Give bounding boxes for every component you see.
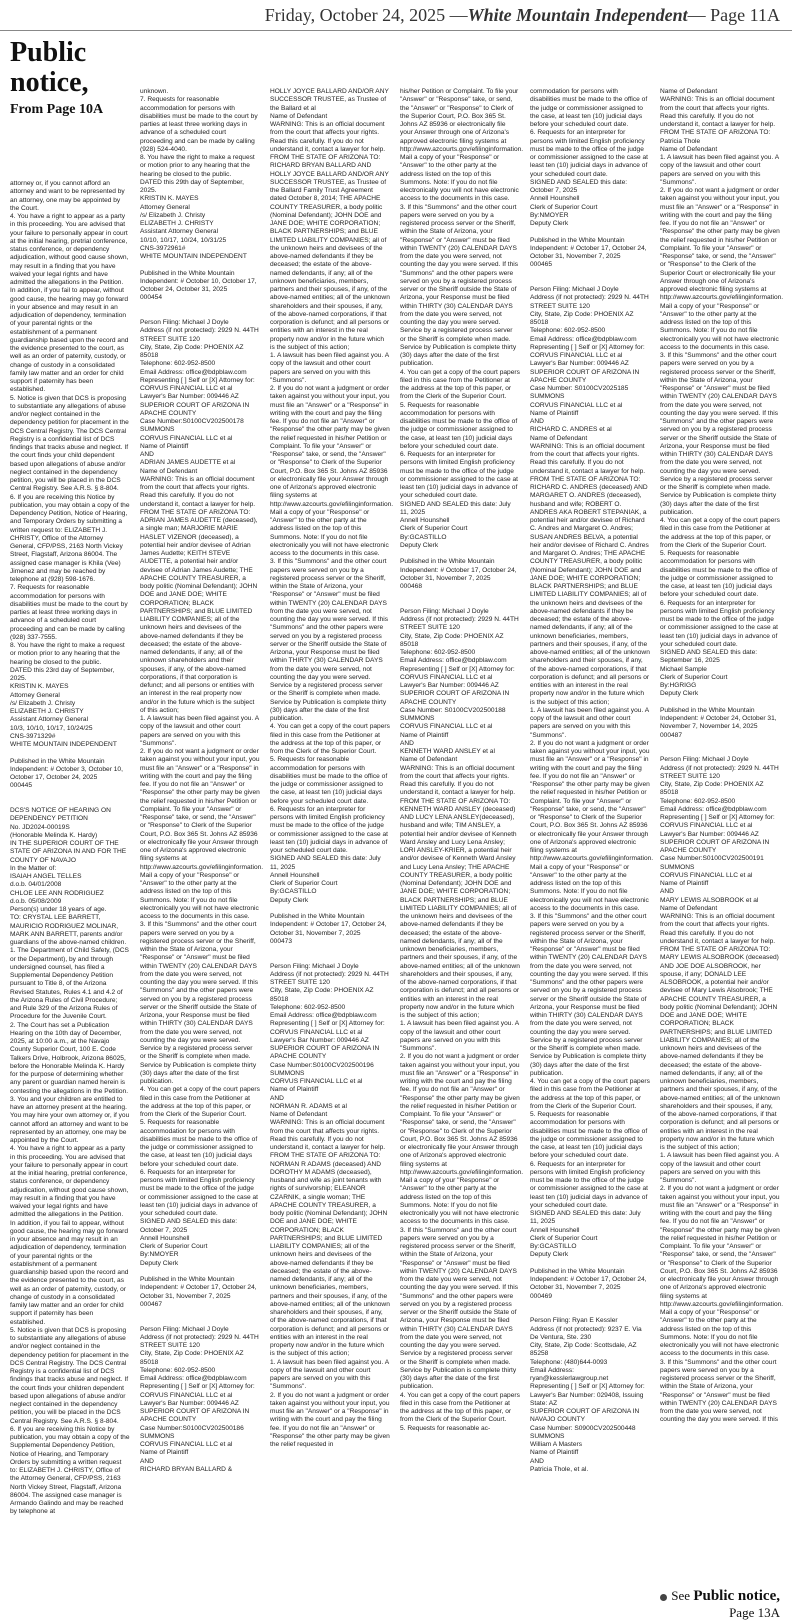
column-5: commodation for persons with disabilities must be made to the office of the judge or commissioner assigned to the case, at least ten (10) judicial days before your scheduled court date. 6. Requests for an interpreter for persons with limited English proficiency must be made to the office of the judge or commissioner assigned to the case at least ten (10) judicial days in advance of your scheduled court date. SIGNED AND SEALED this date: October 7, 2025 Annell Hounshell Clerk of Superior Court By:NMOYER Deputy Clerk Published in the White Mountain Independent: # October 17, October 24, October 31, November 7, 2025 000465 Person Filing: Michael J Doyle Address (if not protected): 2929 N. 44TH STREET SUITE 120 City, State, Zip Code: PHOENIX AZ 85018 Telephone: 602-952-8500 Email Address: office@bdpblaw.com Representing [ ] Self or [X] Attorney for: CORVUS FINANCIAL LLC et al Lawyer's Bar Number: 009446 AZ SUPERIOR COURT OF ARIZONA IN APACHE COUNTY Case Number: S0100CV2025185 SUMMONS CORVUS FINANCIAL LLC et al Name of Plaintiff AND RICHARD C. ANDRES et al Name of Defendant WARNING: This is an official document from the court that affects your rights. Read this carefully. If you do not understand it, contact a lawyer for help. FROM THE STATE OF ARIZONA TO: RICHARD C. ANDRES (deceased) AND MARGARET O. ANDRES (deceased), husband and wife; ROBERT O. ANDRES AKA ROBERT STEPANIAK, a potential heir and/or devisee of Richard C. Andres and Margaret O. Andres; SUSAN ANDRES BELVA, a potential heir and/or devisee of Richard C. Andres and Margaret O. Andres; THE APACHE COUNTY TREASURER, a body politic (Nominal Defendant); JOHN DOE and JANE DOE; WHITE CORPORATION; BLACK PARTNERSHIPS; and BLUE LIMITED LIABILITY COMPANIES; all of the unknown heirs and devisees of the above-named defendants if they be deceased; the estate of the above-named defendants, if any; all of the unknown beneficiaries, members, partners and their spouses, if any, of the above-named entities; all of the unknown shareholders and their spouses, if any, of the above-named corporations, if that corporation is defunct; and all persons or entities with an interest in the real property now and/or in the future which is the subject of this action; 1. A lawsuit has been filed against you. A copy of the lawsuit and other court papers are served on you with this "Summons". 2. If you do not want a judgment or order taken against you without your input, you must file an "Answer" or a "Response" in writing with the court and pay the filing fee. If you do not file an "Answer" or "Response" the other party may be given the relief requested in his/her Petition or Complaint. To file your "Answer" or "Response" take, or send, the "Answer" or "Response" to Clerk of the Superior Court, P.O. Box 365 St. Johns AZ 85936 or electronically file your Answer through one of Arizona's approved electronic filing systems at http://www.azcourts.gov/efilinginformation. Mail a copy of your "Response" or "Answer" to the other party at the address listed on the top of this Summons. Note: If you do not file electronically you will not have electronic access to the documents in this case. 3. If this "Summons" and the other court papers were served on you by a registered process server or the Sheriff, within the State of Arizona, your "Response" or "Answer" must be filed within TWENTY (20) CALENDAR DAYS from the date you were served, not counting the day you were served. If this "Summons" and the other papers were served on you by a registered process server or the Sheriff outside the State of Arizona, your Response must be filed within THIRTY (30) CALENDAR DAYS from the date you were served, not counting the day you were served. Service by a registered process server or the Sheriff is complete when made. Service by Publication is complete thirty (30) days after the date of the first publication. 4. You can get a copy of the court papers filed in this case from the Petitioner at the address at the top of this paper, or from the Clerk of the Superior Court. 5. Requests for reasonable accommodation for persons with disabilities must be made to the office of the judge or commissioner assigned to the case, at least ten (10) judicial days before your scheduled court date. 6. Requests for an interpreter for persons with limited English proficiency must be made to the office of the judge or commissioner assigned to the case at least ten (10) judicial days in advance of your scheduled court date. SIGNED AND SEALED this date: July 11, 2025 Annell Hounshell Clerk of Superior Court By:GCASTILLO Deputy Clerk Published in the White Mountain Independent: # October 17, October 24, October 31, November 7, 2025 000469 Person Filing: Ryan E Kessler Address (if not protected): 9237 E. Via De Ventura, Ste. 230 City, State, Zip Code: Scottsdale, AZ 85258 Telephone: (480)644-0093 Email Address: ryan@kesslerlawgroup.net Representing [ ] Self or [X] Attorney for: Lawyer's Bar Number: 029408, Issuing State: AZ SUPERIOR COURT OF ARIZONA IN NAVAJO COUNTY Case Number: S0900CV202500448 SUMMONS William A Masters Name of Plaintiff AND Patricia Thole, et al. <box>530 88 654 1473</box>
page-header <box>0 0 792 31</box>
continued-from: From Page 10A <box>10 102 104 117</box>
header-paper-name: White Mountain Independent <box>467 5 688 25</box>
continued-page: Page 13A <box>729 1605 780 1620</box>
header-page: — Page 11A <box>687 5 780 25</box>
column-6: Name of Defendant WARNING: This is an official document from the court that affects your rights. Read this carefully. If you do not understand it, contact a lawyer for help. FROM THE STATE OF ARIZONA TO: Patricia Thole Name of Defendant 1. A lawsuit has been filed against you. A copy of the lawsuit and other court papers are served on you with this "Summons". 2. If you do not want a judgment or order taken against you without your input, you must file an "Answer" or a "Response" in writing with the court and pay the filing fee. If you do not file an "Answer" or "Response" the other party may be given the relief requested in his/her Petition or Complaint. To file your "Answer" or "Response" take, or send, the "Answer" or "Response" to the Clerk of the Superior Court or electronically file your Answer through one of Arizona's approved electronic filing systems at http://www.azcourts.gov/efilinginformation. Mail a copy of your "Response" or "Answer" to the other party at the address listed on the top of this Summons. Note: If you do not file electronically you will not have electronic access to the documents in this case. 3. If this "Summons" and the other court papers were served on you by a registered process server or the Sheriff, within the State of Arizona, your "Response" or "Answer" must be filed within TWENTY (20) CALENDAR DAYS from the date you were served, not counting the day you were served. If this "Summons" and the other papers were served on you by a registered process server or the Sheriff outside the State of Arizona, your Response must be filed within THIRTY (30) CALENDAR DAYS from the date you were served, not counting the day you were served. Service by a registered process server or the Sheriff is complete when made. Service by Publication is complete thirty (30) days after the date of the first publication. 4. You can get a copy of the court papers filed in this case from the Petitioner at the address at the top of this paper, or from the Clerk of the Superior Court. 5. Requests for reasonable accommodation for persons with disabilities must be made to the office of the judge or commissioner assigned to the case, at least ten (10) judicial days before your scheduled court date. 6. Requests for an interpreter for persons with limited English proficiency must be made to the office of the judge or commissioner assigned to the case at least ten (10) judicial days in advance of your scheduled court date. SIGNED AND SEALED this date: September 16, 2025 Michael Sample Clerk of Superior Court By:HGRIGG Deputy Clerk Published in the White Mountain Independent: # October 24, October 31, November 7, November 14, 2025 000487 Person Filing: Michael J Doyle Address (if not protected): 2929 N. 44TH STREET SUITE 120 City, State, Zip Code: PHOENIX AZ 85018 Telephone: 602-952-8500 Email Address: office@bdpblaw.com Representing [ ] Self or [X] Attorney for: CORVUS FINANCIAL LLC et al Lawyer's Bar Number: 009446 AZ SUPERIOR COURT OF ARIZONA IN APACHE COUNTY Case Number:S0100CV202500191 SUMMONS CORVUS FINANCIAL LLC et al Name of Plaintiff AND MARY LEWIS ALSOBROOK et al Name of Defendant WARNING: This is an official document from the court that affects your rights. Read this carefully. If you do not understand it, contact a lawyer for help. FROM THE STATE OF ARIZONA TO: MARY LEWIS ALSOBROOK (deceased) AND JOE DOE ALSOBROOK, her spouse, if any; DONALD LEE ALSOBROOK, a potential heir and/or devisee of Mary Lewis Alsobrook; THE APACHE COUNTY TREASURER, a body politic (Nominal Defendant); JOHN DOE and JANE DOE; WHITE CORPORATION; BLACK PARTNERSHIPS; and BLUE LIMITED LIABILITY COMPANIES; all of the unknown heirs and devisees of the above-named defendants if they be deceased; the estate of the above-named defendants, if any; all of the unknown beneficiaries, members, partners and their spouses, if any, of the above-named entities; all of the unknown shareholders and their spouses, if any, of the above-named corporations, if that corporation is defunct; and all persons or entities with an interest in the real property now and/or in the future which is the subject of this action; 1. A lawsuit has been filed against you. A copy of the lawsuit and other court papers are served on you with this "Summons". 2. If you do not want a judgment or order taken against you without your input, you must file an "Answer" or a "Response" in writing with the court and pay the filing fee. If you do not file an "Answer" or "Response" the other party may be given the relief requested in his/her Petition or Complaint. To file your "Answer" or "Response" take, or send, the "Answer" or "Response" to Clerk of the Superior Court, P.O. Box 365 St. Johns AZ 85936 or electronically file your Answer through one of Arizona's approved electronic filing systems at http://www.azcourts.gov/efilinginformation. Mail a copy of your "Response" or "Answer" to the other party at the address listed on the top of this Summons. Note: If you do not file electronically you will not have electronic access to the documents in this case. 3. If this "Summons" and the other court papers were served on you by a registered process server or the Sheriff, within the State of Arizona, your "Response" or "Answer" must be filed within TWENTY (20) CALENDAR DAYS from the date you were served, not counting the day you were served. If this <box>660 88 784 1424</box>
column-1: attorney or, if you cannot afford an attorney and want to be represented by an attorney, one may be appointed by the Court. 4. You have a right to appear as a party in this proceeding. You are advised that your failure to personally appear in court at the initial hearing, pretrial conference, status conference, or dependency adjudication, without good cause shown, may result in a finding that you have waived your legal rights and have admitted the allegations in the Petition. In addition, if you fail to appear, without good cause, the hearing may go forward in your absence and may result in an adjudication of dependency, termination of your parental rights or the establishment of a permanent guardianship based upon the record and the evidence presented to the court, as well as an order of paternity, custody, or change of custody in a consolidated family law matter and an order for child support if paternity has been established. 5. Notice is given that DCS is proposing to substantiate any allegations of abuse and/or neglect contained in the dependency petition for placement in the DCS Central Registry. The DCS Central Registry is a confidential list of DCS findings that tracks abuse and neglect. If the court finds your child dependent based upon allegations of abuse and/or neglect contained in the dependency petition, you will be placed in the DCS Central Registry. See A.R.S. § 8-804. 6. If you are receiving this Notice by publication, you may obtain a copy of the Dependency Petition, Notice of Hearing, and Temporary Orders by submitting a written request to: ELIZABETH J. CHRISTY, Office of the Attorney General, CFP/PSS, 2163 North Vickey Street, Flagstaff, Arizona 86004. The assigned case manager is Khila (Vee) Jimenez and may be reached by telephone at (928) 598-1676. 7. Requests for reasonable accommodation for persons with disabilities must be made to the court by parties at least three working days in advance of a scheduled court proceeding and can be made by calling (928) 337-7555. 8. You have the right to make a request or motion prior to any hearing that the hearing be closed to the public. DATED this 23rd day of September, 2025. KRISTIN K. MAYES Attorney General /s/ Elizabeth J. Christy ELIZABETH J. CHRISTY Assistant Attorney General 10/3, 10/10, 10/17, 10/24/25 CNS-3971329# WHITE MOUNTAIN INDEPENDENT Published in the White Mountain Independent: # October 3, October 10, October 17, October 24, 2025 000445 DCS'S NOTICE OF HEARING ON DEPENDENCY PETITION No. JD2024-00019S (Honorable Melinda K. Hardy) IN THE SUPERIOR COURT OF THE STATE OF ARIZONA IN AND FOR THE COUNTY OF NAVAJO In the Matter of: ISAIAH ANGEL TELLES d.o.b. 04/01/2008 CHLOE LEE ANN RODRIGUEZ d.o.b. 05/08/2009 Person(s) under 18 years of age. TO: CRYSTAL LEE BARRETT, MAURICIO RODRIGUEZ MOLINAR, MARK ANN BARRETT, parents and/or guardians of the above-named children. 1. The Department of Child Safety, (DCS or the Department), by and through undersigned counsel, has filed a Supplemental Dependency Petition pursuant to Title 8, of the Arizona Revised Statutes, Rules 4.1 and 4.2 of the Arizona Rules of Civil Procedure; and Rule 329 of the Arizona Rules of Procedure for the Juvenile Court. 2. The Court has set a Publication Hearing on the 10th day of December, 2025, at 10:00 a.m., at the Navajo County Superior Court, 100 E. Code Talkers Drive, Holbrook, Arizona 86025, before the Honorable Melinda K. Hardy for the purpose of determining whether any parent or guardian named herein is contesting the allegations in the Petition. 3. You and your children are entitled to have an attorney present at the hearing. You may hire your own attorney or, if you cannot afford an attorney and want to be represented by an attorney, one may be appointed by the Court. 4. You have a right to appear as a party in this proceeding. You are advised that your failure to personally appear in court at the initial hearing, pretrial conference, status conference, or dependency adjudication, without good cause shown, may result in a finding that you have waived your legal rights and have admitted the allegations in the Petition. In addition, if you fail to appear, without good cause, the hearing may go forward in your absence and may result in an adjudication of dependency, termination of your parental rights or the establishment of a permanent guardianship based upon the record and the evidence presented to the court, as well as an order of paternity, custody, or change of custody in a consolidated family law matter and an order for child support if paternity has been established. 5. Notice is given that DCS is proposing to substantiate any allegations of abuse and/or neglect contained in the dependency petition for placement in the DCS Central Registry. The DCS Central Registry is a confidential list of DCS findings that tracks abuse and neglect. If the court finds your children dependent based upon allegations of abuse and/or neglect contained in the dependency petition, you will be placed in the DCS Central Registry. See A.R.S. § 8-804. 6. If you are receiving this Notice by publication, you may obtain a copy of the Supplemental Dependency Petition, Notice of Hearing, and Temporary Orders by submitting a written request to: ELIZABETH J. CHRISTY, Office of the Attorney General, CFP/PSS, 2163 North Vickey Street, Flagstaff, Arizona 86004. The assigned case manager is Armando Galindo and may be reached by telephone at <box>10 180 130 1516</box>
see-line <box>660 1588 780 1605</box>
section-title: Public notice, <box>10 37 89 98</box>
column-2: unknown. 7. Requests for reasonable accommodation for persons with disabilities must be made to the court by parties at least three working days in advance of a scheduled court proceeding and can be made by calling (928) 524-4040. 8. You have the right to make a request or motion prior to any hearing that the hearing be closed to the public. DATED this 29th day of September, 2025. KRISTIN K. MAYES Attorney General /s/ Elizabeth J. Christy ELIZABETH J. CHRISTY Assistant Attorney General 10/10, 10/17, 10/24, 10/31/25 CNS-3972961# WHITE MOUNTAIN INDEPENDENT Published in the White Mountain Independent: # October 10, October 17, October 24, October 31, 2025 000454 Person Filing: Michael J Doyle Address (if not protected): 2929 N. 44TH STREET SUITE 120 City, State, Zip Code: PHOENIX AZ 85018 Telephone: 602-952-8500 Email Address: office@bdpblaw.com Representing [ ] Self or [X] Attorney for: CORVUS FINANCIAL LLC et al Lawyer's Bar Number: 009446 AZ SUPERIOR COURT OF ARIZONA IN APACHE COUNTY Case Number:S0100CV202500178 SUMMONS CORVUS FINANCIAL LLC et al Name of Plaintiff AND ADRIAN JAMES AUDETTE et al Name of Defendant WARNING: This is an official document from the court that affects your rights. Read this carefully. If you do not understand it, contact a lawyer for help. FROM THE STATE OF ARIZONA TO: ADRIAN JAMES AUDETTE (deceased), a single man; MARJORIE MARIE HASLET VIZENOR (deceased), a potential heir and/or devisee of Adrian James Audette; KEITH STEVE AUDETTE, a potential heir and/or devisee of Adrian James Audette; THE APACHE COUNTY TREASURER, a body politic (Nominal Defendant); JOHN DOE and JANE DOE; WHITE CORPORATION; BLACK PARTNERSHIPS; and BLUE LIMITED LIABILITY COMPANIES; all of the unknown heirs and devisees of the above-named defendants if they be deceased; the estate of the above-named defendants, if any; all of the unknown shareholders and their spouses, if any, of the above-named corporations, if that corporation is defunct; and all persons or entities with an interest in the real property now and/or in the future which is the subject of this action; 1. A lawsuit has been filed against you. A copy of the lawsuit and other court papers are served on you with this "Summons". 2. If you do not want a judgment or order taken against you without your input, you must file an "Answer" or a "Response" in writing with the court and pay the filing fee. If you do not file an "Answer" or "Response" the other party may be given the relief requested in his/her Petition or Complaint. To file your "Answer" or "Response" take, or send, the "Answer" or "Response" to Clerk of the Superior Court, P.O. Box 365 St. Johns AZ 85936 or electronically file your Answer through one of Arizona's approved electronic filing systems at http://www.azcourts.gov/efilinginformation. Mail a copy of your "Response" or "Answer" to the other party at the address listed on the top of this Summons. Note: If you do not file electronically you will not have electronic access to the documents in this case. 3. If this "Summons" and the other court papers were served on you by a registered process server or the Sheriff, within the State of Arizona, your "Response" or "Answer" must be filed within TWENTY (20) CALENDAR DAYS from the date you were served, not counting the day you were served. If this "Summons" and the other papers were served on you by a registered process server or the Sheriff outside the State of Arizona, your Response must be filed within THIRTY (30) CALENDAR DAYS from the date you were served, not counting the day you were served. Service by a registered process server or the Sheriff is complete when made. Service by Publication is complete thirty (30) days after the date of the first publication. 4. You can get a copy of the court papers filed in this case from the Petitioner at the address at the top of this paper, or from the Clerk of the Superior Court. 5. Requests for reasonable accommodation for persons with disabilities must be made to the office of the judge or commissioner assigned to the case, at least ten (10) judicial days before your scheduled court date. 6. Requests for an interpreter for persons with limited English proficiency must be made to the office of the judge or commissioner assigned to the case at least ten (10) judicial days in advance of your scheduled court date. SIGNED AND SEALED this date: October 7, 2025 Annell Hounshell Clerk of Superior Court By:NMOYER Deputy Clerk Published in the White Mountain Independent: # October 17, October 24, October 31, November 7, 2025 000467 Person Filing: Michael J Doyle Address (if not protected): 2929 N. 44TH STREET SUITE 120 City, State, Zip Code: PHOENIX AZ 85018 Telephone: 602-952-8500 Email Address: office@bdpblaw.com Representing [ ] Self or [X] Attorney for: CORVUS FINANCIAL LLC et al Lawyer's Bar Number: 009446 AZ SUPERIOR COURT OF ARIZONA IN APACHE COUNTY Case Number:S0100CV202500186 SUMMONS CORVUS FINANCIAL LLC et al Name of Plaintiff AND RICHARD BRYAN BALLARD & <box>140 88 264 1473</box>
column-4: his/her Petition or Complaint. To file your "Answer" or "Response" take, or send, the "Answer" or "Response" to Clerk of the Superior Court, P.O. Box 365 St. Johns AZ 85936 or electronically file your Answer through one of Arizona's approved electronic filing systems at http://www.azcourts.gov/efilinginformation. Mail a copy of your "Response" or "Answer" to the other party at the address listed on the top of this Summons. Note: If you do not file electronically you will not have electronic access to the documents in this case. 3. If this "Summons" and the other court papers were served on you by a registered process server or the Sheriff, within the State of Arizona, your "Response" or "Answer" must be filed within TWENTY (20) CALENDAR DAYS from the date you were served, not counting the day you were served. If this "Summons" and the other papers were served on you by a registered process server or the Sheriff outside the State of Arizona, your Response must be filed within THIRTY (30) CALENDAR DAYS from the date you were served, not counting the day you were served. Service by a registered process server or the Sheriff is complete when made. Service by Publication is complete thirty (30) days after the date of the first publication. 4. You can get a copy of the court papers filed in this case from the Petitioner at the address at the top of this paper, or from the Clerk of the Superior Court. 5. Requests for reasonable accommodation for persons with disabilities must be made to the office of the judge or commissioner assigned to the case, at least ten (10) judicial days before your scheduled court date. 6. Requests for an interpreter for persons with limited English proficiency must be made to the office of the judge or commissioner assigned to the case at least ten (10) judicial days in advance of your scheduled court date. SIGNED AND SEALED this date: July 11, 2025 Annell Hounshell Clerk of Superior Court By:GCASTILLO Deputy Clerk Published in the White Mountain Independent: # October 17, October 24, October 31, November 7, 2025 000468 Person Filing: Michael J Doyle Address (if not protected): 2929 N. 44TH STREET SUITE 120 City, State, Zip Code: PHOENIX AZ 85018 Telephone: 602-952-8500 Email Address: office@bdpblaw.com Representing [ ] Self or [X] Attorney for: CORVUS FINANCIAL LLC et al Lawyer's Bar Number: 009446 AZ SUPERIOR COURT OF ARIZONA IN APACHE COUNTY Case Number: S0100CV202500188 SUMMONS CORVUS FINANCIAL LLC et al Name of Plaintiff AND KENNETH WARD ANSLEY et al Name of Defendant WARNING: This is an official document from the court that affects your rights. Read this carefully. If you do not understand it, contact a lawyer for help. FROM THE STATE OF ARIZONA TO: KENNETH WARD ANSLEY (deceased) AND LUCY LENA ANSLEY(deceased), husband and wife; TIM ANSLEY, a potential heir and/or devisee of Kenneth Ward Ansley and Lucy Lena Ansley; LORI ANSLEY-KRIER, a potential heir and/or devisee of Kenneth Ward Ansley and Lucy Lena Ansley; THE APACHE COUNTY TREASURER, a body politic (Nominal Defendant); JOHN DOE and JANE DOE; WHITE CORPORATION; BLACK PARTNERSHIPS; and BLUE LIMITED LIABILITY COMPANIES; all of the unknown heirs and devisees of the above-named defendants if they be deceased; the estate of the above-named defendants, if any; all of the unknown beneficiaries, members, partners and their spouses, if any, of the above-named entities; all of the unknown shareholders and their spouses, if any, of the above-named corporations, if that corporation is defunct; and all persons or entities with an interest in the real property now and/or in the future which is the subject of this action; 1. A lawsuit has been filed against you. A copy of the lawsuit and other court papers are served on you with this "Summons". 2. If you do not want a judgment or order taken against you without your input, you must file an "Answer" or a "Response" in writing with the court and pay the filing fee. If you do not file an "Answer" or "Response" the other party may be given the relief requested in his/her Petition or Complaint. To file your "Answer" or "Response" take, or send, the "Answer" or "Response" to Clerk of the Superior Court, P.O. Box 365 St. Johns AZ 85936 or electronically file your Answer through one of Arizona's approved electronic filing systems at http://www.azcourts.gov/efilinginformation. Mail a copy of your "Response" or "Answer" to the other party at the address listed on the top of this Summons. Note: If you do not file electronically you will not have electronic access to the documents in this case. 3. If this "Summons" and the other court papers were served on you by a registered process server or the Sheriff, within the State of Arizona, your "Response" or "Answer" must be filed within TWENTY (20) CALENDAR DAYS from the date you were served, not counting the day you were served. If this "Summons" and the other papers were served on you by a registered process server or the Sheriff outside the State of Arizona, your Response must be filed within THIRTY (30) CALENDAR DAYS from the date you were served, not counting the day you were served. Service by a registered process server or the Sheriff is complete when made. Service by Publication is complete thirty (30) days after the date of the first publication. 4. You can get a copy of the court papers filed in this case from the Petitioner at the address at the top of this paper, or from the Clerk of the Superior Court. 5. Requests for reasonable ac- <box>400 88 524 1432</box>
header-date: Friday, October 24, 2025 — <box>264 5 468 25</box>
see-section: Public notice, <box>693 1588 780 1604</box>
notice-columns <box>10 88 782 1593</box>
see-label: See <box>671 1588 694 1603</box>
header-line <box>265 0 792 30</box>
bullet-icon <box>660 1594 667 1601</box>
column-3: HOLLY JOYCE BALLARD AND/OR ANY SUCCESSOR TRUSTEE, as Trustee of the Ballard et al Name of Defendant WARNING: This is an official document from the court that affects your rights. Read this carefully. If you do not understand it, contact a lawyer for help. FROM THE STATE OF ARIZONA TO: RICHARD BRYAN BALLARD AND HOLLY JOYCE BALLARD AND/OR ANY SUCCESSOR TRUSTEE, as Trustee of the Ballard Family Trust Agreement dated October 8, 2014; THE APACHE COUNTY TREASURER, a body politic (Nominal Defendant); JOHN DOE and JANE DOE; WHITE CORPORATION; BLACK PARTNERSHIPS; and BLUE LIMITED LIABILITY COMPANIES; all of the unknown heirs and devisees of the above-named defendants if they be deceased; the estate of the above-named defendants, if any; all of the unknown beneficiaries, members, partners and their spouses, if any, of the above-named entities; all of the unknown shareholders and their spouses, if any, of the above-named corporations, if that corporation is defunct; and all persons or entities with an interest in the real property now and/or in the future which is the subject of this action; 1. A lawsuit has been filed against you. A copy of the lawsuit and other court papers are served on you with this "Summons". 2. If you do not want a judgment or order taken against you without your input, you must file an "Answer" or a "Response" in writing with the court and pay the filing fee. If you do not file an "Answer" or "Response" the other party may be given the relief requested in his/her Petition or Complaint. To file your "Answer" or "Response" take, or send, the "Answer" or "Response" to Clerk of the Superior Court, P.O. Box 365 St. Johns AZ 85936 or electronically file your Answer through one of Arizona's approved electronic filing systems at http://www.azcourts.gov/efilinginformation. Mail a copy of your "Response" or "Answer" to the other party at the address listed on the top of this Summons. Note: If you do not file electronically you will not have electronic access to the documents in this case. 3. If this "Summons" and the other court papers were served on you by a registered process server or the Sheriff, within the State of Arizona, your "Response" or "Answer" must be filed within TWENTY (20) CALENDAR DAYS from the date you were served, not counting the day you were served. If this "Summons" and the other papers were served on you by a registered process server or the Sheriff outside the State of Arizona, your Response must be filed within THIRTY (30) CALENDAR DAYS from the date you were served, not counting the day you were served. Service by a registered process server or the Sheriff is complete when made. Service by Publication is complete thirty (30) days after the date of the first publication. 4. You can get a copy of the court papers filed in this case from the Petitioner at the address at the top of this paper, or from the Clerk of the Superior Court. 5. Requests for reasonable accommodation for persons with disabilities must be made to the office of the judge or commissioner assigned to the case, at least ten (10) judicial days before your scheduled court date. 6. Requests for an interpreter for persons with limited English proficiency must be made to the office of the judge or commissioner assigned to the case at least ten (10) judicial days in advance of your scheduled court date. SIGNED AND SEALED this date: July 11, 2025 Annell Hounshell Clerk of Superior Court By:GCASTILLO Deputy Clerk Published in the White Mountain Independent: # October 17, October 24, October 31, November 7, 2025 000473 Person Filing: Michael J Doyle Address (if not protected): 2929 N. 44TH STREET SUITE 120 City, State, Zip Code: PHOENIX AZ 85018 Telephone: 602-952-8500 Email Address: office@bdpblaw.com Representing [ ] Self or [X] Attorney for: CORVUS FINANCIAL LLC et al Lawyer's Bar Number: 009446 AZ SUPERIOR COURT OF ARIZONA IN APACHE COUNTY Case Number:S0100CV202500196 SUMMONS CORVUS FINANCIAL LLC et al Name of Plaintiff AND NORMAN R. ADAMS et al Name of Defendant WARNING: This is an official document from the court that affects your rights. Read this carefully. If you do not understand it, contact a lawyer for help. FROM THE STATE OF ARIZONA TO: NORMAN R ADAMS (deceased) AND DOROTHY M ADAMS (deceased), husband and wife as joint tenants with rights of survivorship; ELEANOR CZARNIK, a single woman; THE APACHE COUNTY TREASURER, a body politic (Nominal Defendant); JOHN DOE and JANE DOE; WHITE CORPORATION; BLACK PARTNERSHIPS; and BLUE LIMITED LIABILITY COMPANIES; all of the unknown heirs and devisees of the above-named defendants if they be deceased; the estate of the above-named defendants, if any; all of the unknown beneficiaries, members, partners and their spouses, if any, of the above-named entities; all of the unknown shareholders and their spouses, if any, of the above-named corporations, if that corporation is defunct; and all persons or entities with an interest in the real property now and/or in the future which is the subject of this action; 1. A lawsuit has been filed against you. A copy of the lawsuit and other court papers are served on you with this "Summons". 2. If you do not want a judgment or order taken against you without your input, you must file an "Answer" or a "Response" in writing with the court and pay the filing fee. If you do not file an "Answer" or "Response" the other party may be given the relief requested in <box>270 88 394 1448</box>
continued-on <box>660 1588 780 1621</box>
